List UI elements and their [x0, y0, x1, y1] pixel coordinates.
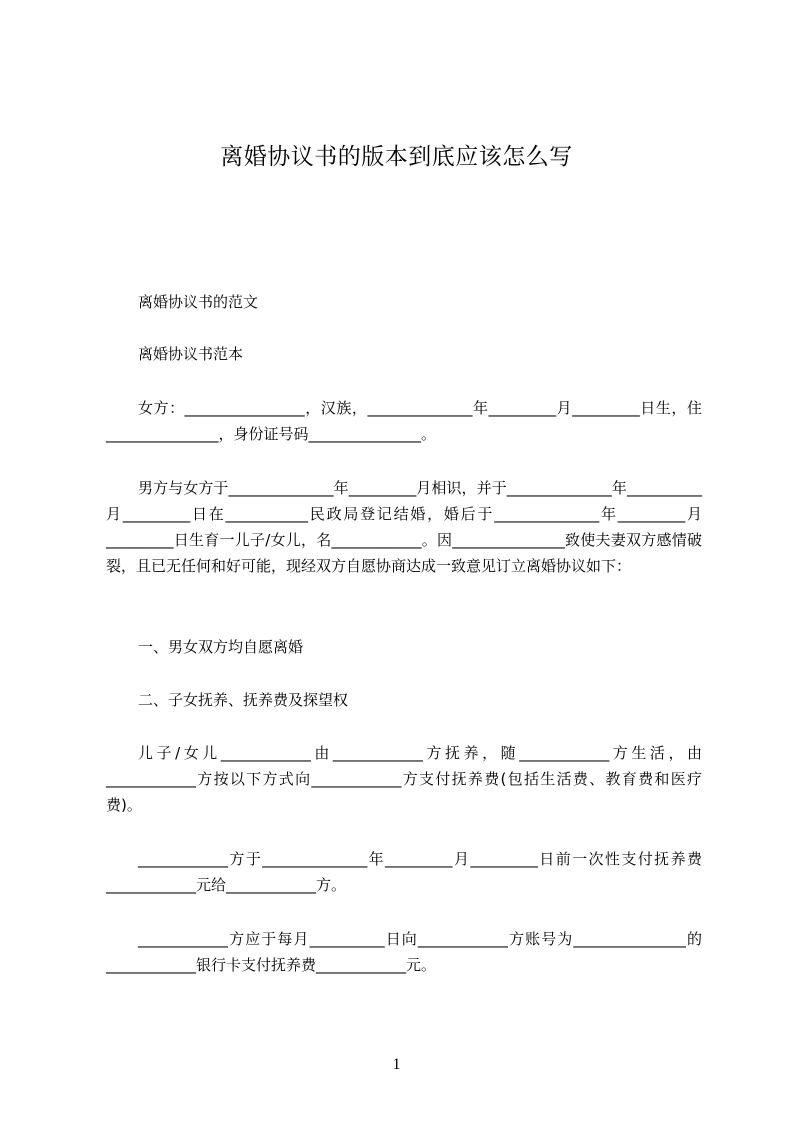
page-number: 1	[392, 1056, 401, 1073]
clause-two: 二、子女抚养、抚养费及探望权	[138, 691, 349, 709]
paragraph-custody: 儿子/女儿____________由____________方抚养，随____________方生活，由____________方按以下方式向____________方支付抚养费(包括生活费、教育费和医疗费)。	[106, 744, 702, 814]
paragraph-marriage-info: 男方与女方于______________年_________月相识，并于______________年__________月_________日在___________民政局登记结婚，婚后于______________年_________月_________日生育一儿子/女儿，名____________。因_______________致使夫妻双方感情破裂，且已无任何和好可能，现经双方自愿协商达成一致意见订立离婚协议如下：	[106, 479, 702, 575]
clause-one: 一、男女双方均自愿离婚	[138, 638, 304, 656]
section-heading-sample: 离婚协议书的范文	[138, 293, 259, 311]
document-title: 离婚协议书的版本到底应该怎么写	[220, 144, 573, 170]
paragraph-lump-sum: ____________方于______________年_________月_________日前一次性支付抚养费____________元给____________方。	[106, 850, 702, 894]
paragraph-monthly: ____________方应于每月__________日向____________方账号为_______________的____________银行卡支付抚养费____________元。	[106, 930, 702, 974]
paragraph-female-party: 女方：________________，汉族，______________年_________月_________日生，住_______________，身份证号码_______________。	[106, 399, 702, 443]
section-heading-template: 离婚协议书范本	[138, 345, 244, 363]
